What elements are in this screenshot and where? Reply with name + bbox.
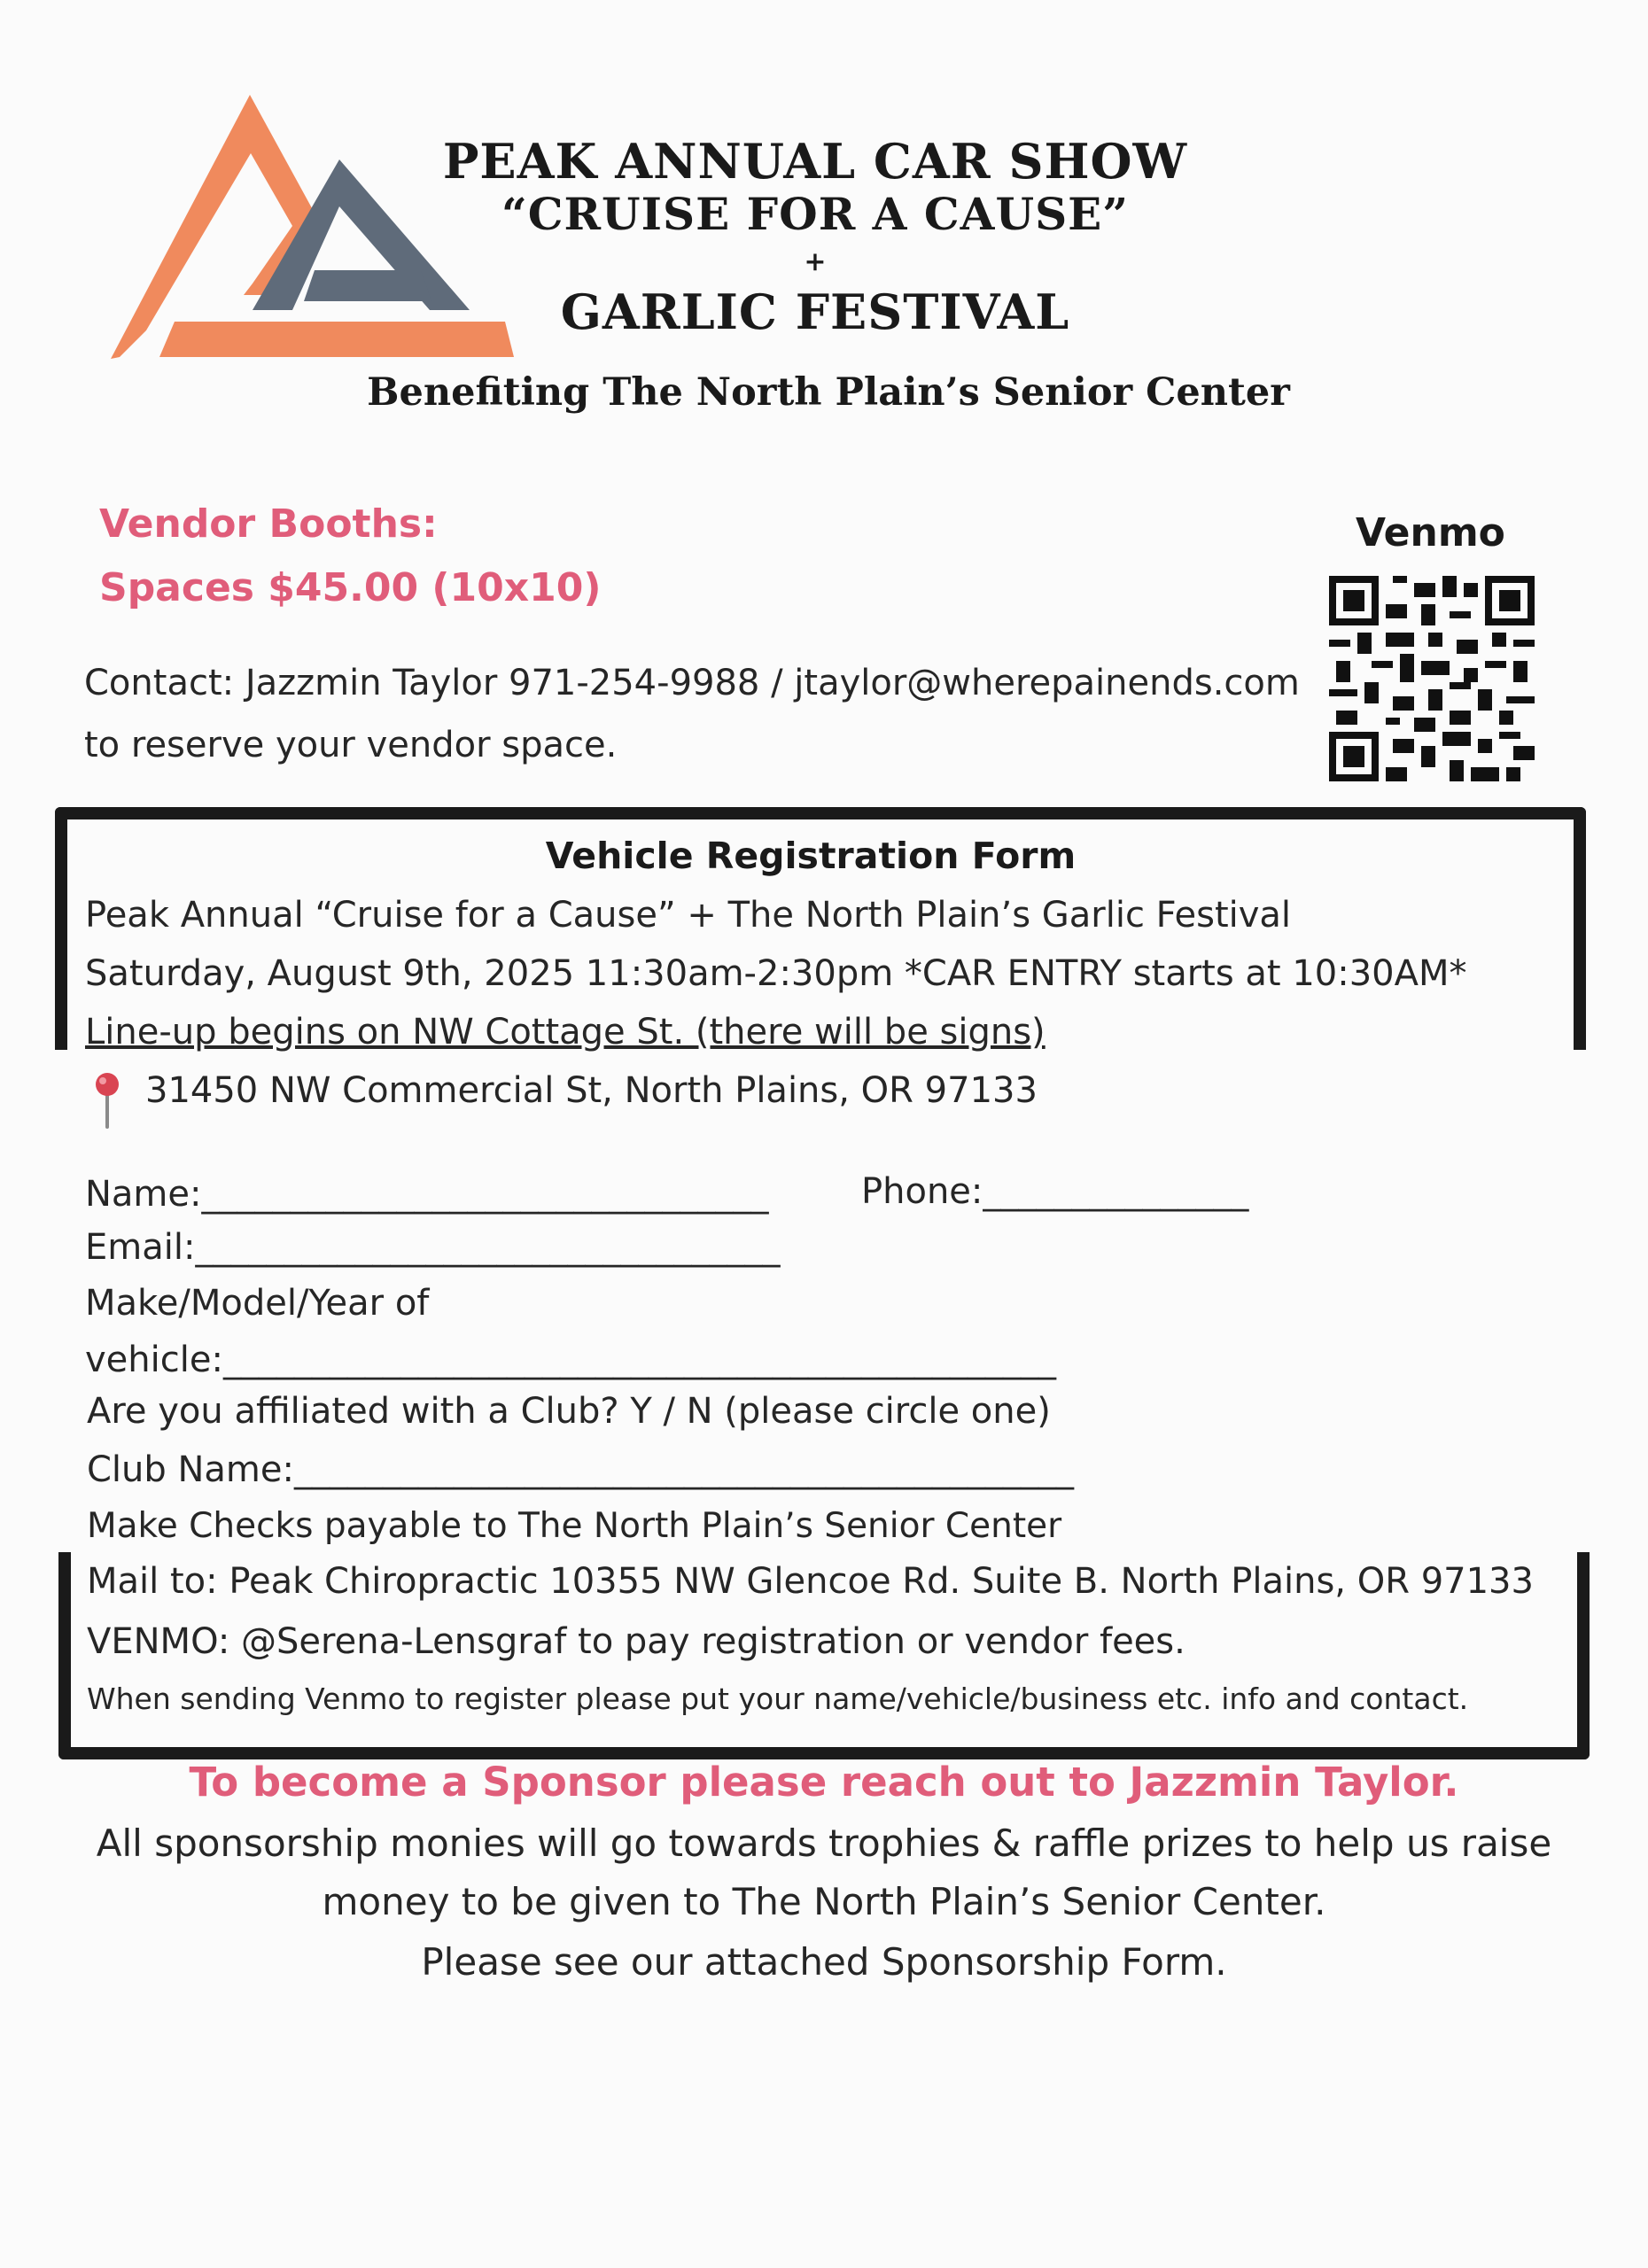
mail-to-address: Mail to: Peak Chiropractic 10355 NW Glencoe Rd. Suite B. North Plains, OR 97133 xyxy=(87,1561,1534,1602)
vendor-contact-note: to reserve your vendor space. xyxy=(84,725,618,765)
club-name-field[interactable]: Club Name:____________________________________________ xyxy=(87,1449,1074,1490)
make-model-year-label: Make/Model/Year of xyxy=(85,1283,430,1324)
event-date-line: Saturday, August 9th, 2025 11:30am-2:30pm *CAR ENTRY starts at 10:30AM* xyxy=(85,953,1467,994)
name-field[interactable]: Name:________________________________ xyxy=(85,1174,769,1215)
venmo-instructions: When sending Venmo to register please put your name/vehicle/business etc. info and contact. xyxy=(87,1682,1469,1716)
venmo-payment-note: VENMO: @Serena-Lensgraf to pay registration or vendor fees. xyxy=(87,1621,1185,1662)
event-title: PEAK ANNUAL CAR SHOW xyxy=(442,133,1188,190)
vendor-booths-heading: Vendor Booths: xyxy=(99,501,438,547)
email-field[interactable]: Email:_________________________________ xyxy=(85,1227,781,1268)
event-address: 31450 NW Commercial St, North Plains, OR 97133 xyxy=(145,1070,1038,1111)
sponsor-heading: To become a Sponsor please reach out to Jazzmin Taylor. xyxy=(189,1759,1459,1806)
garlic-festival-title: GARLIC FESTIVAL xyxy=(560,284,1070,340)
sponsor-line-3: Please see our attached Sponsorship Form. xyxy=(421,1940,1227,1984)
plus-sign: + xyxy=(804,246,827,277)
sponsor-line-2: money to be given to The North Plain’s Senior Center. xyxy=(322,1880,1326,1923)
vendor-space-price: Spaces $45.00 (10x10) xyxy=(99,565,602,610)
lineup-note: Line-up begins on NW Cottage St. (there will be signs) xyxy=(85,1012,1046,1052)
registration-form-title: Vehicle Registration Form xyxy=(545,835,1077,877)
map-pin-icon xyxy=(92,1072,122,1129)
event-subtitle: “CRUISE FOR A CAUSE” xyxy=(501,188,1130,240)
sponsor-line-1: All sponsorship monies will go towards trophies & raffle prizes to help us raise xyxy=(96,1821,1552,1865)
venmo-qr-code[interactable] xyxy=(1329,576,1535,781)
benefit-line: Benefiting The North Plain’s Senior Center xyxy=(367,370,1290,415)
checks-payable-note: Make Checks payable to The North Plain’s Senior Center xyxy=(87,1506,1062,1546)
phone-field[interactable]: Phone:_______________ xyxy=(861,1171,1249,1212)
vehicle-field[interactable]: vehicle:_______________________________________________ xyxy=(85,1340,1056,1380)
venmo-label: Venmo xyxy=(1356,510,1505,555)
club-affiliation-question[interactable]: Are you affiliated with a Club? Y / N (please circle one) xyxy=(87,1391,1051,1432)
event-name-line: Peak Annual “Cruise for a Cause” + The North Plain’s Garlic Festival xyxy=(85,895,1292,936)
vendor-contact: Contact: Jazzmin Taylor 971-254-9988 / jtaylor@wherepainends.com xyxy=(84,663,1300,703)
